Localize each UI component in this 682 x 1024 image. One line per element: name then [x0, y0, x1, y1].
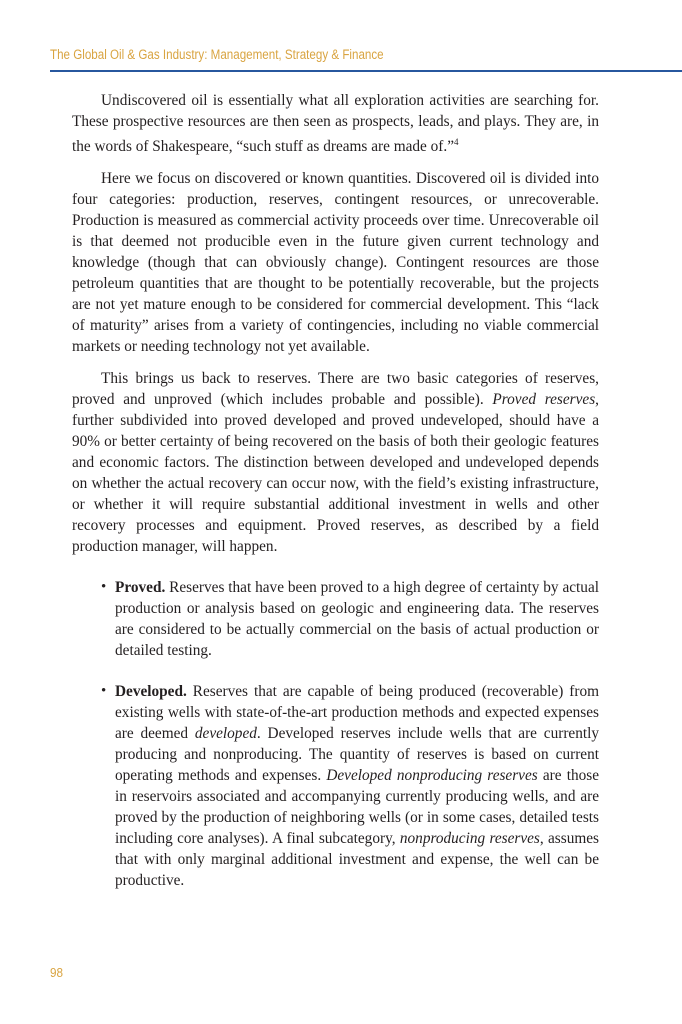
- paragraph-text: , further subdivided into proved developed and proved undeveloped, should have a 90% or better certainty of being recovered on the basis of both their geologic features and economic factors. The distinction between developed and undeveloped depends on whether the actual recovery can occur now, with the field’s existing infrastructure, or whether it will require substantial additional investment in wells and other recovery processes and equipment. Proved reserves, as described by a field production manager, will happen.: [72, 391, 599, 556]
- bullet-body: Reserves that are capable of being produced (recoverable) from existing wells with state-of-the-art production methods and expected expenses are deemed: [115, 683, 599, 743]
- bullet-text: [115, 683, 599, 889]
- reserve-definitions-list: [72, 577, 599, 891]
- bullet-icon: •: [101, 579, 107, 596]
- bullet-term: Proved.: [115, 579, 166, 597]
- italic-term: developed: [194, 725, 257, 743]
- bullet-body: , assumes that with only marginal additional investment and expense, the well can be productive.: [115, 830, 599, 890]
- footnote-ref[interactable]: 4: [454, 137, 459, 147]
- paragraph-text: This brings us back to reserves. There are two basic categories of reserves, proved and unproved (which includes probable and possible).: [72, 370, 599, 409]
- running-header-title: The Global Oil & Gas Industry: Management, Strategy & Finance: [50, 47, 384, 62]
- list-item-developed: [72, 681, 599, 891]
- header-rule: [50, 70, 682, 72]
- bullet-body: . Developed reserves include wells that are currently producing and nonproducing. The quantity of reserves is based on current operating methods and expenses.: [115, 725, 599, 785]
- bullet-icon: •: [101, 683, 107, 700]
- paragraph-text: Here we focus on discovered or known quantities. Discovered oil is divided into four categories: production, reserves, contingent resources, or unrecoverable. Production is measured as commercial activity proceeds over time. Unrecoverable oil is that deemed not producible even in the future given current technology and knowledge (though that can obviously change). Contingent resources are those petroleum quantities that are thought to be potentially recoverable, but the projects are not yet mature enough to be considered for commercial development. This “lack of maturity” arises from a variety of contingencies, including no viable commercial markets or needing technology not yet available.: [72, 170, 599, 356]
- bullet-term: Developed.: [115, 683, 187, 701]
- italic-term: nonproducing reserves: [399, 830, 540, 848]
- paragraph-reserves: [72, 368, 599, 557]
- paragraph-undiscovered-oil: [72, 90, 599, 157]
- page-number: 98: [50, 965, 64, 980]
- body-text: [72, 90, 599, 911]
- paragraph-discovered-oil: [72, 168, 599, 357]
- bullet-body: are those in reservoirs associated and accompanying currently producing wells, and are proved by the production of neighboring wells (or in some cases, detailed tests including core analyses). A final subcategory,: [115, 767, 599, 848]
- list-item-proved: [72, 577, 599, 661]
- italic-term: Developed nonproducing reserves: [326, 767, 538, 785]
- paragraph-text: Undiscovered oil is essentially what all exploration activities are searching for. These prospective resources are then seen as prospects, leads, and plays. They are, in the words of Shakespeare, “such stuff as dreams are made of.”: [72, 92, 599, 156]
- bullet-body: Reserves that have been proved to a high degree of certainty by actual production or analysis based on geologic and engineering data. The reserves are considered to be actually commercial on the basis of actual production or detailed testing.: [115, 579, 599, 660]
- bullet-text: [115, 579, 599, 659]
- italic-term: Proved reserves: [492, 391, 596, 409]
